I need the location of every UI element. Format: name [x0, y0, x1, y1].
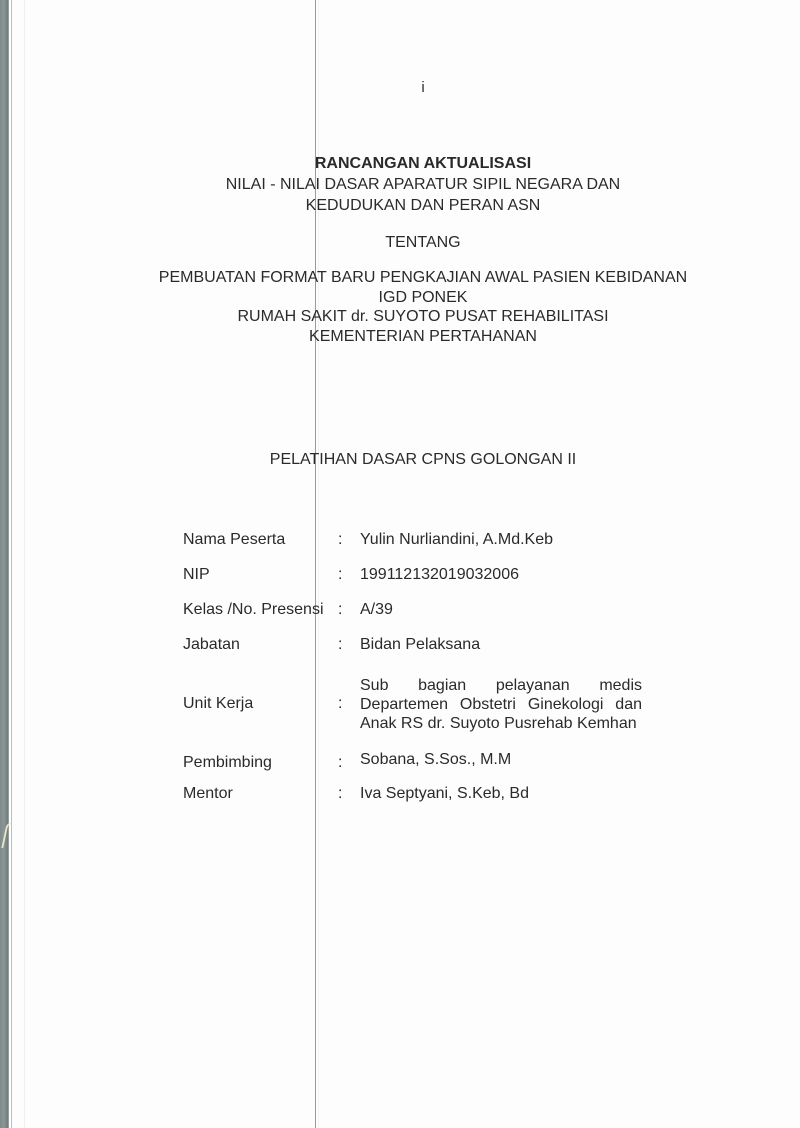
info-colon: : [338, 566, 343, 583]
subject-line-2: IGD PONEK [378, 288, 468, 306]
info-label: Pembimbing [183, 754, 272, 771]
info-label: Kelas /No. Presensi [183, 601, 324, 618]
info-label: Mentor [183, 785, 233, 802]
info-row-pembimbing [183, 751, 653, 775]
info-value: A/39 [360, 601, 393, 618]
info-row-unit-kerja [183, 665, 653, 743]
info-colon: : [338, 785, 343, 802]
info-label: Unit Kerja [183, 695, 254, 712]
info-row-mentor [183, 782, 653, 806]
info-colon: : [338, 531, 343, 548]
info-colon: : [338, 754, 343, 771]
info-label: Jabatan [183, 636, 240, 653]
info-colon: : [338, 695, 343, 712]
title-main: RANCANGAN AKTUALISASI [314, 155, 532, 172]
subject-line-4: KEMENTERIAN PERTAHANAN [309, 327, 537, 345]
tentang-heading: TENTANG [385, 234, 461, 251]
info-value: Sobana, S.Sos., M.M [360, 751, 512, 768]
subject-line-3: RUMAH SAKIT dr. SUYOTO PUSAT REHABILITASI [237, 308, 609, 325]
info-label: NIP [183, 566, 210, 583]
info-row-kelas [183, 598, 653, 622]
training-heading: PELATIHAN DASAR CPNS GOLONGAN II [269, 451, 577, 468]
subject-block [0, 268, 800, 346]
info-row-nama-peserta [183, 528, 653, 552]
info-colon: : [338, 636, 343, 653]
info-value: Yulin Nurliandini, A.Md.Keb [360, 531, 553, 548]
info-row-jabatan [183, 633, 653, 657]
info-label: Nama Peserta [183, 531, 286, 548]
info-row-nip [183, 563, 653, 587]
info-value: Bidan Pelaksana [360, 636, 481, 653]
title-line-3: KEDUDUKAN DAN PERAN ASN [305, 197, 541, 214]
subject-line-1: PEMBUATAN FORMAT BARU PENGKAJIAN AWAL PASIEN KEBIDANAN [158, 269, 688, 286]
title-line-2: NILAI - NILAI DASAR APARATUR SIPIL NEGARA DAN [225, 176, 621, 193]
info-colon: : [338, 601, 343, 618]
info-value: Sub bagian pelayanan medis Departemen Obstetri Ginekologi dan Anak RS dr. Suyoto Pusrehab Kemhan [360, 676, 642, 732]
info-value: Iva Septyani, S.Keb, Bd [360, 785, 529, 802]
page-number: i [421, 79, 425, 96]
document-title [0, 153, 800, 216]
participant-info-table [183, 528, 653, 806]
info-value: 199112132019032006 [360, 566, 519, 583]
